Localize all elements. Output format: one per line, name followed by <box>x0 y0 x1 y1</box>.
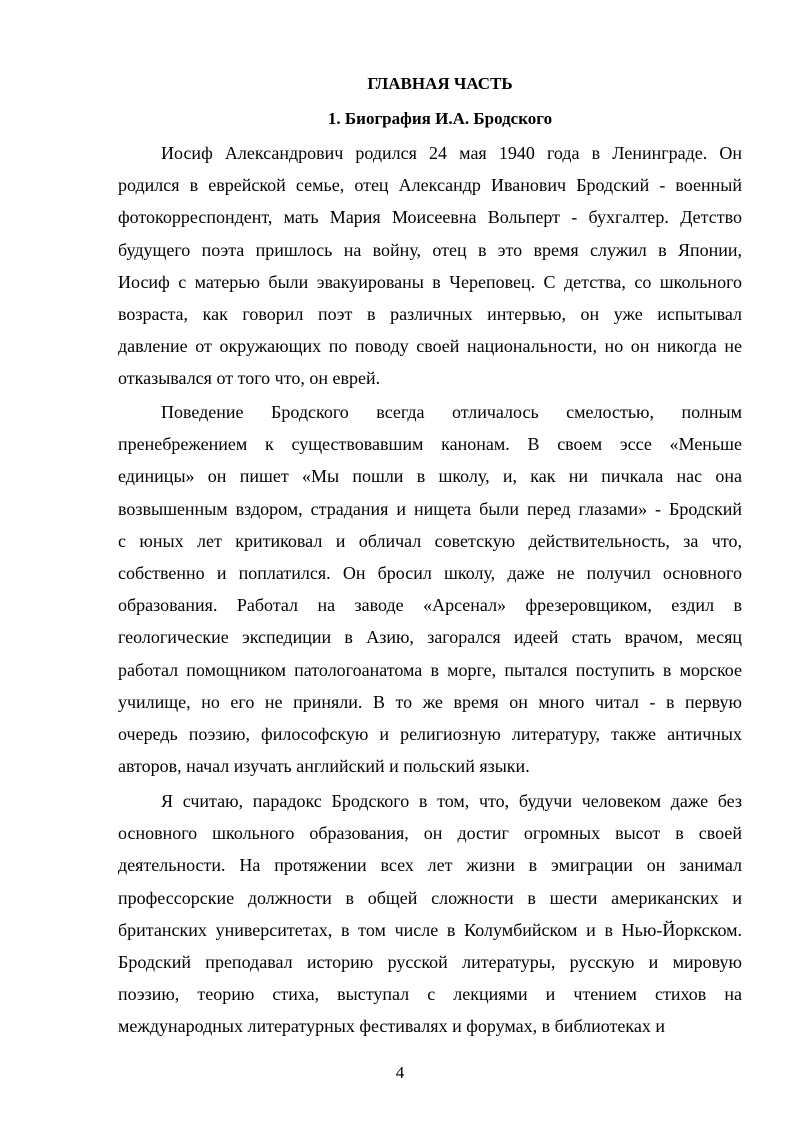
paragraph-line: образования. Работал на заводе «Арсенал» фрезеровщиком, ездил в <box>118 595 742 616</box>
paragraph-line: очередь поэзию, философскую и религиозную литературу, также античных <box>118 723 742 744</box>
paragraph-line: отказывался от того что, он еврей. <box>118 368 381 389</box>
section-title: ГЛАВНАЯ ЧАСТЬ <box>367 74 513 93</box>
paragraph-line: училище, но его не приняли. В то же время он много читал - в первую <box>118 691 742 712</box>
paragraph-line: Поведение Бродского всегда отличалось смелостью, полным <box>161 402 742 422</box>
paragraph-line: поэзию, теорию стиха, выступал с лекциями и чтением стихов на <box>118 984 742 1005</box>
paragraph-line: профессорские должности в общей сложности в шести американских и <box>118 887 742 908</box>
paragraph-line: с юных лет критиковал и обличал советскую действительность, за что, <box>118 530 742 551</box>
paragraph-line: международных литературных фестивалях и форумах, в библиотеках и <box>118 1016 665 1037</box>
paragraph-line: собственно и поплатился. Он бросил школу, даже не получил основного <box>118 562 742 583</box>
paragraph-line: авторов, начал изучать английский и польский языки. <box>118 756 530 777</box>
chapter-title: 1. Биография И.А. Бродского <box>327 109 553 128</box>
paragraph-2 <box>118 396 742 782</box>
paragraph-line: деятельности. На протяжении всех лет жизни в эмиграции он занимал <box>118 855 742 876</box>
paragraph-line: возраста, как говорил поэт в различных интервью, он уже испытывал <box>118 303 742 324</box>
paragraph-line: Я считаю, парадокс Бродского в том, что, будучи человеком даже без <box>161 791 742 811</box>
paragraph-line: фотокорреспондент, мать Мария Моисеевна Вольперт - бухгалтер. Детство <box>118 207 742 228</box>
paragraph-line: родился в еврейской семье, отец Александр Иванович Бродский - военный <box>118 175 742 196</box>
paragraph-line: Бродский преподавал историю русской литературы, русскую и мировую <box>118 951 742 972</box>
paragraph-line: возвышенным вздором, страдания и нищета были перед глазами» - Бродский <box>118 498 742 519</box>
paragraph-line: британских университетах, в том числе в Колумбийском и в Нью-Йоркском. <box>118 919 742 940</box>
paragraph-line: единицы» он пишет «Мы пошли в школу, и, как ни пичкала нас она <box>118 466 742 487</box>
paragraph-3 <box>118 785 742 1043</box>
paragraph-line: работал помощником патологоанатома в морге, пытался поступить в морское <box>118 659 742 680</box>
page-number: 4 <box>395 1063 405 1082</box>
paragraph-1 <box>118 137 742 395</box>
paragraph-line: Иосиф Александрович родился 24 мая 1940 года в Ленинграде. Он <box>161 143 742 163</box>
paragraph-line: геологические экспедиции в Азию, загорался идеей стать врачом, месяц <box>118 627 742 648</box>
paragraph-line: пренебрежением к существовавшим канонам. В своем эссе «Меньше <box>118 434 742 455</box>
paragraph-line: Иосиф с матерью были эвакуированы в Череповец. С детства, со школьного <box>118 271 742 292</box>
paragraph-line: давление от окружающих по поводу своей национальности, но он никогда не <box>118 336 742 357</box>
paragraph-line: будущего поэта пришлось на войну, отец в это время служил в Японии, <box>118 239 742 260</box>
paragraph-line: основного школьного образования, он достиг огромных высот в своей <box>118 823 742 844</box>
